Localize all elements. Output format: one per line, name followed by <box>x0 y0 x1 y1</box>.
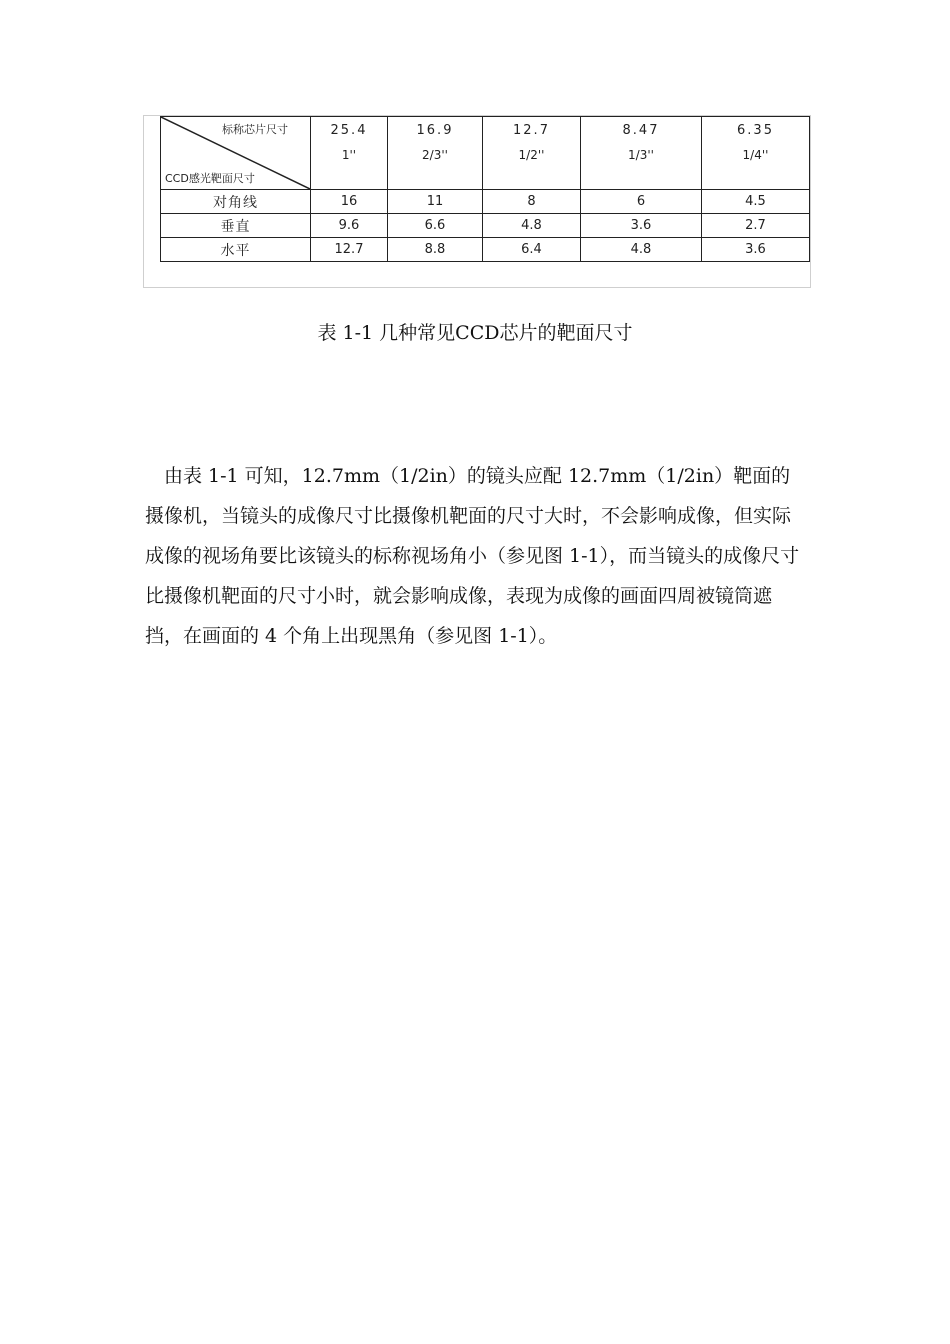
column-header <box>311 117 388 190</box>
column-inch: 1/2'' <box>518 148 545 162</box>
table-cell: 11 <box>388 190 483 214</box>
column-inch: 1/3'' <box>628 148 654 162</box>
body-paragraph <box>145 456 809 656</box>
column-header <box>581 117 702 190</box>
table-cell: 8.8 <box>388 238 483 262</box>
table-cell: 12.7 <box>311 238 388 262</box>
table-cell: 4.8 <box>581 238 702 262</box>
table-caption: 表 1-1 几种常见CCD芯片的靶面尺寸 <box>317 322 633 344</box>
column-inch: 2/3'' <box>422 148 448 162</box>
column-size: 6.35 <box>737 123 774 138</box>
column-inch: 1/4'' <box>742 148 769 162</box>
table-cell: 6.4 <box>483 238 581 262</box>
column-size: 12.7 <box>513 123 550 138</box>
table-cell: 3.6 <box>702 238 810 262</box>
table-row-diagonal <box>161 190 810 214</box>
corner-label-ccd: CCD感光靶面尺寸 <box>165 172 255 185</box>
table-cell: 8 <box>483 190 581 214</box>
row-label: 对角线 <box>161 190 311 214</box>
table-cell: 2.7 <box>702 214 810 238</box>
table-cell: 6.6 <box>388 214 483 238</box>
column-size: 25.4 <box>330 123 368 138</box>
diagonal-header-cell <box>161 117 311 190</box>
column-header <box>388 117 483 190</box>
column-size: 8.47 <box>622 123 660 138</box>
table-header-row <box>161 117 810 190</box>
corner-label-nominal: 标称芯片尺寸 <box>222 123 288 136</box>
column-size: 16.9 <box>416 123 454 138</box>
ccd-size-table <box>160 116 810 262</box>
row-label: 垂直 <box>161 214 311 238</box>
table-cell: 9.6 <box>311 214 388 238</box>
column-inch: 1'' <box>341 148 357 162</box>
table-cell: 3.6 <box>581 214 702 238</box>
table-cell: 6 <box>581 190 702 214</box>
table-cell: 4.8 <box>483 214 581 238</box>
column-header <box>702 117 810 190</box>
column-header <box>483 117 581 190</box>
table-cell: 16 <box>311 190 388 214</box>
paragraph-text: 由表 1-1 可知，12.7mm（1/2in）的镜头应配 12.7mm（1/2in）靶面的摄像机，当镜头的成像尺寸比摄像机靶面的尺寸大时，不会影响成像，但实际成像的视场角要比该镜头的标称视场角小（参见图 1-1），而当镜头的成像尺寸比摄像机靶面的尺寸小时，就会影响成像，表现为成像的画面四周被镜筒遮挡，在画面的 4 个角上出现黑角（参见图 1-1）。 <box>145 465 800 647</box>
row-label: 水平 <box>161 238 311 262</box>
table-cell: 4.5 <box>702 190 810 214</box>
table-row-horizontal <box>161 238 810 262</box>
table-row-vertical <box>161 214 810 238</box>
